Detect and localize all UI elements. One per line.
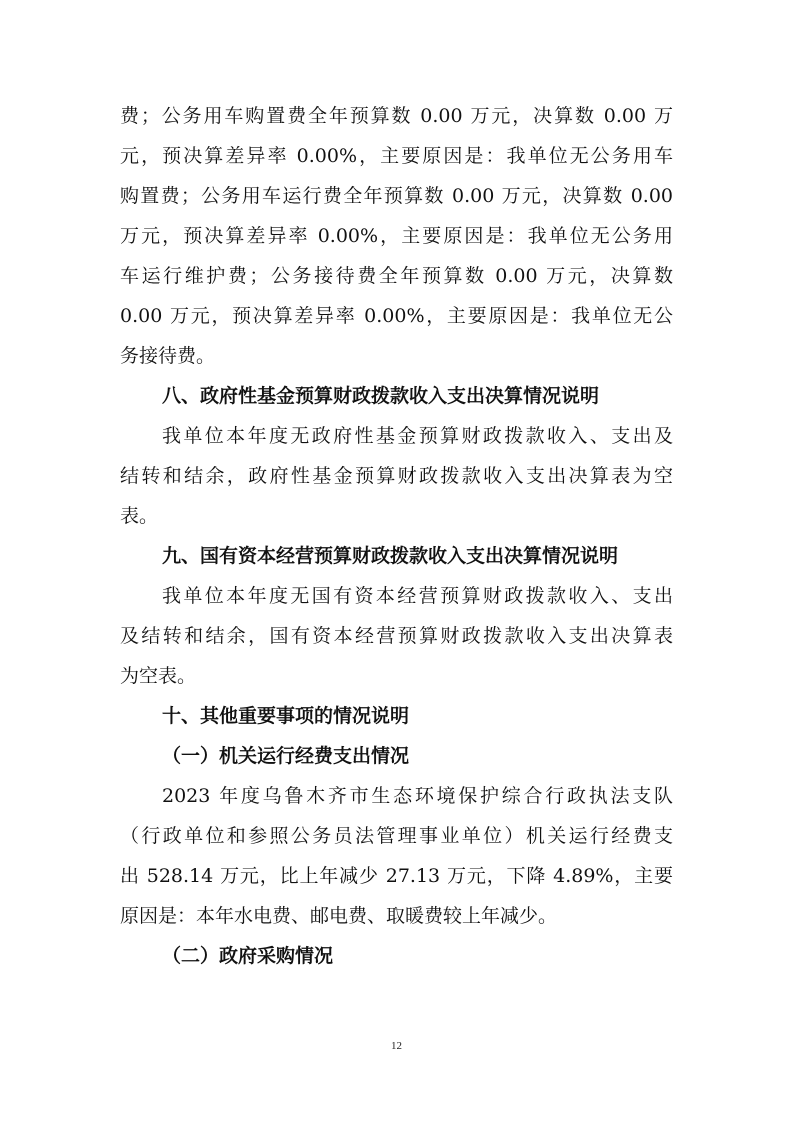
paragraph-line: 2023 年度乌鲁木齐市生态环境保护综合行政执法支队 [162, 785, 673, 807]
paragraph-line: 结转和结余，政府性基金预算财政拨款收入支出决算表为空 [120, 465, 673, 487]
subsection-1-heading: （一）机关运行经费支出情况 [162, 745, 410, 767]
page-number: 12 [391, 1040, 402, 1052]
section-9-heading: 九、国有资本经营预算财政拨款收入支出决算情况说明 [162, 545, 619, 567]
paragraph-line: 我单位本年度无政府性基金预算财政拨款收入、支出及 [162, 425, 673, 447]
paragraph-line: 原因是：本年水电费、邮电费、取暖费较上年减少。 [120, 905, 558, 927]
section-7-continuation [120, 96, 673, 376]
section-9 [120, 536, 673, 696]
paragraph-line: 0.00 万元，预决算差异率 0.00%，主要原因是：我单位无公 [120, 305, 673, 327]
section-10-heading: 十、其他重要事项的情况说明 [162, 705, 410, 727]
paragraph-line: （行政单位和参照公务员法管理事业单位）机关运行经费支 [120, 825, 673, 847]
paragraph-line: 购置费；公务用车运行费全年预算数 0.00 万元，决算数 0.00 [120, 185, 673, 207]
paragraph-line: 表。 [120, 505, 159, 527]
paragraph-line: 我单位本年度无国有资本经营预算财政拨款收入、支出 [162, 585, 673, 607]
paragraph-line: 车运行维护费；公务接待费全年预算数 0.00 万元，决算数 [120, 265, 673, 287]
section-10 [120, 696, 673, 976]
paragraph-line: 出 528.14 万元，比上年减少 27.13 万元，下降 4.89%，主要 [120, 865, 673, 887]
paragraph-line: 及结转和结余，国有资本经营预算财政拨款收入支出决算表 [120, 625, 673, 647]
paragraph-line: 万元，预决算差异率 0.00%，主要原因是：我单位无公务用 [120, 225, 673, 247]
paragraph-line: 费；公务用车购置费全年预算数 0.00 万元，决算数 0.00 万 [120, 105, 673, 127]
paragraph-line: 元，预决算差异率 0.00%，主要原因是：我单位无公务用车 [120, 145, 673, 167]
paragraph-line: 为空表。 [120, 665, 197, 687]
section-8-heading: 八、政府性基金预算财政拨款收入支出决算情况说明 [162, 385, 600, 407]
paragraph-line: 务接待费。 [120, 345, 216, 367]
document-page [120, 96, 673, 976]
section-8 [120, 376, 673, 536]
subsection-2-heading: （二）政府采购情况 [162, 945, 334, 967]
